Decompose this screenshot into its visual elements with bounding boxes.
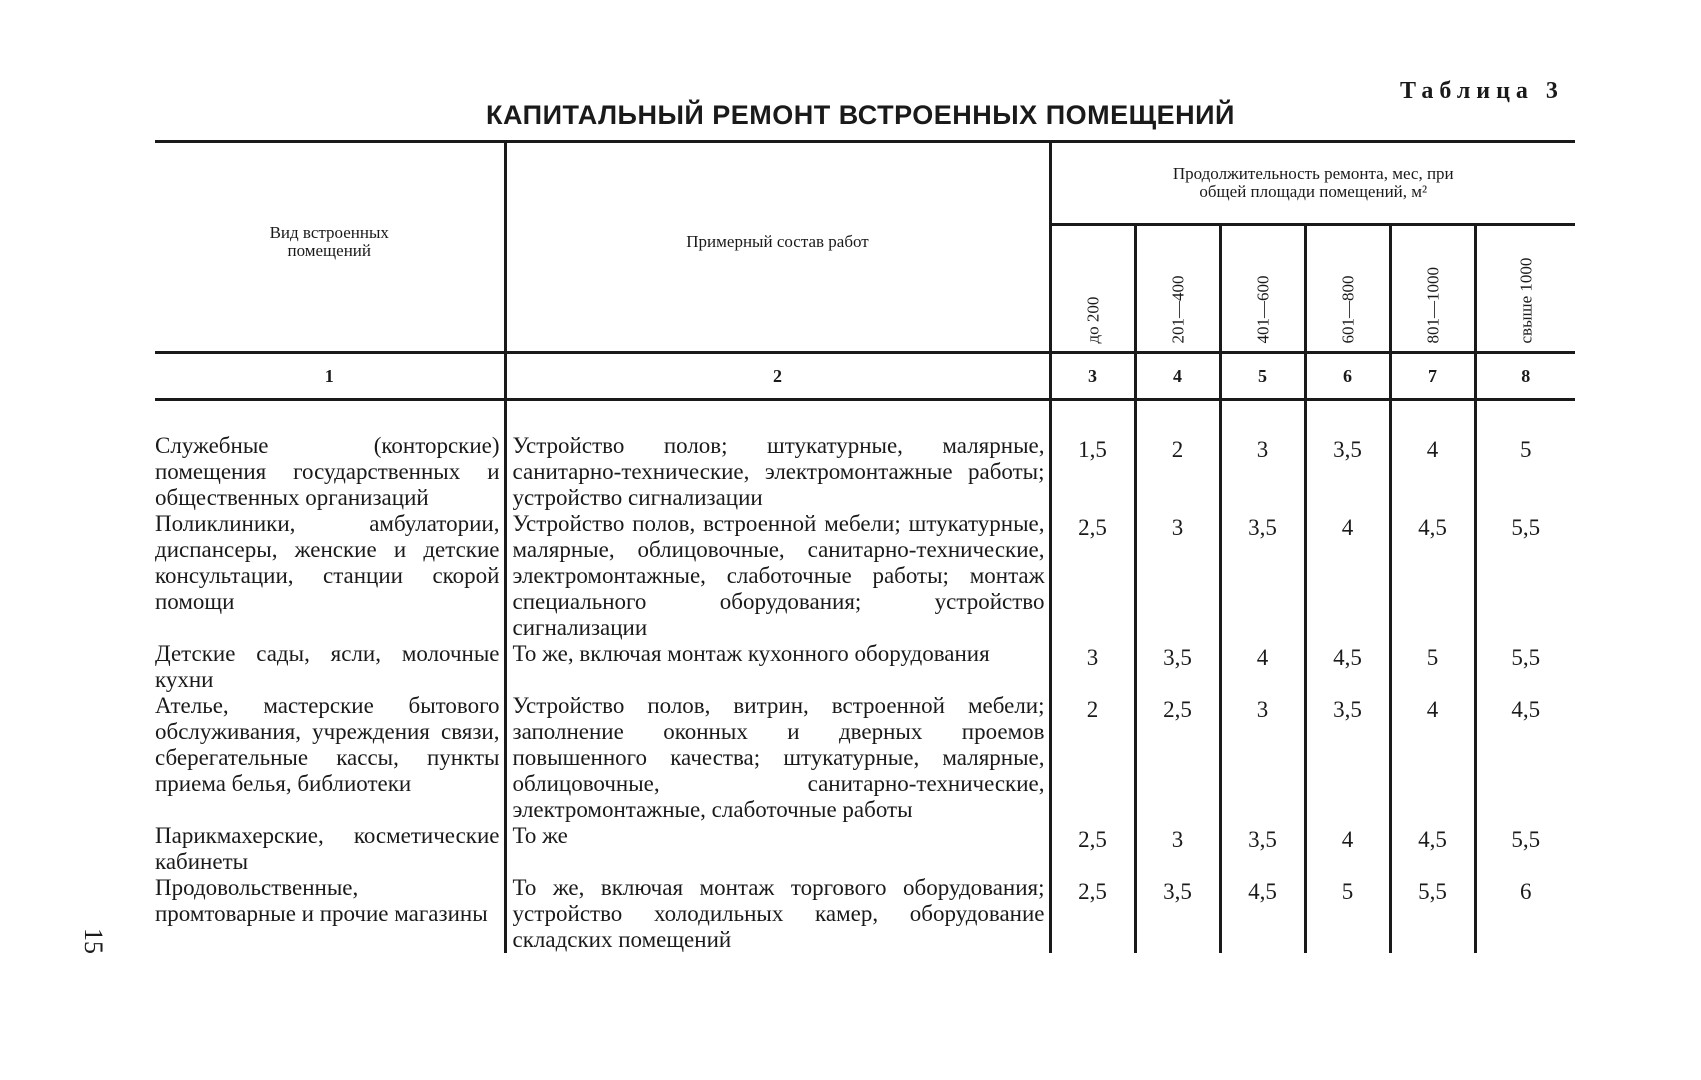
column-number: 6 [1305,353,1390,400]
duration-value: 3,5 [1305,693,1390,823]
column-numbers-row [155,353,1575,400]
table-row [155,433,1575,511]
header-range-3: 401—600 [1220,225,1305,353]
duration-value: 4 [1220,641,1305,693]
duration-value: 2,5 [1135,693,1220,823]
duration-value: 4 [1390,433,1475,511]
header-duration: Продолжительность ремонта, мес, при общей площади помещений, м² [1050,142,1575,225]
duration-value: 2 [1135,433,1220,511]
duration-value: 2 [1050,693,1135,823]
duration-value: 4 [1305,511,1390,641]
column-number: 4 [1135,353,1220,400]
duration-value: 3,5 [1220,511,1305,641]
work-scope: То же, включая монтаж торгового оборудования; устройство холодильных камер, оборудование складских помещений [505,875,1050,953]
page-title: КАПИТАЛЬНЫЙ РЕМОНТ ВСТРОЕННЫХ ПОМЕЩЕНИЙ [486,100,1235,130]
duration-value: 2,5 [1050,875,1135,953]
duration-value: 5,5 [1390,875,1475,953]
work-scope: То же [505,823,1050,875]
duration-value: 5 [1520,437,1532,462]
duration-value: 4,5 [1305,641,1390,693]
page-number: 15 [79,928,108,954]
header-range-6: свыше 1000 [1516,257,1536,344]
duration-value: 4 [1305,823,1390,875]
building-type: Продовольственные, промтоварные и прочие магазины [155,875,505,953]
duration-value: 1,5 [1050,433,1135,511]
duration-value: 4,5 [1390,823,1475,875]
duration-value: 2,5 [1050,511,1135,641]
repair-duration-table [155,140,1575,953]
duration-value: 5,5 [1511,515,1541,540]
duration-value: 5,5 [1511,645,1541,670]
duration-value: 4,5 [1390,511,1475,641]
header-range-1: до 200 [1050,225,1135,353]
duration-value: 5,5 [1511,827,1541,852]
table-row [155,693,1575,823]
duration-value: 2,5 [1050,823,1135,875]
duration-value: 3 [1050,641,1135,693]
building-type: Ателье, мастерские бытового обслуживания, учреждения связи, сберегательные кассы, пункты приема белья, библиотеки [155,693,505,823]
column-number: 5 [1220,353,1305,400]
table-row [155,511,1575,641]
duration-value: 3 [1135,511,1220,641]
duration-value: 5 [1390,641,1475,693]
duration-value: 4,5 [1220,875,1305,953]
column-number: 2 [505,353,1050,400]
duration-value: 3 [1220,433,1305,511]
duration-value: 4,5 [1511,697,1541,722]
building-type: Парикмахерские, косметические кабинеты [155,823,505,875]
duration-value: 3,5 [1135,875,1220,953]
duration-value: 4 [1390,693,1475,823]
duration-value: 5 [1305,875,1390,953]
column-number: 8 [1475,353,1575,400]
table-label: Таблица 3 [1400,78,1564,104]
duration-value: 3,5 [1220,823,1305,875]
table-row [155,641,1575,693]
header-building-type: Вид встроенных помещений [155,142,505,353]
table-row [155,823,1575,875]
building-type: Служебные (конторские) помещения государственных и общественных организаций [155,433,505,511]
duration-value: 3,5 [1305,433,1390,511]
header-range-5: 801—1000 [1390,225,1475,353]
work-scope: То же, включая монтаж кухонного оборудования [505,641,1050,693]
building-type: Детские сады, ясли, молочные кухни [155,641,505,693]
header-work-scope: Примерный состав работ [505,142,1050,353]
duration-value: 6 [1520,879,1532,904]
duration-value: 3 [1220,693,1305,823]
work-scope: Устройство полов, встроенной мебели; штукатурные, малярные, облицовочные, санитарно-технические, электромонтажные, слаботочные работы; монтаж специального оборудования; устройство сигнализации [505,511,1050,641]
duration-value: 3 [1135,823,1220,875]
building-type: Поликлиники, амбулатории, диспансеры, женские и детские консультации, станции скорой помощи [155,511,505,641]
header-range-4: 601—800 [1305,225,1390,353]
header-range-2: 201—400 [1135,225,1220,353]
work-scope: Устройство полов, витрин, встроенной мебели; заполнение оконных и дверных проемов повышенного качества; штукатурные, малярные, облицовочные, санитарно-технические, электромонтажные, слаботочные работы [505,693,1050,823]
column-number: 1 [155,353,505,400]
column-number: 7 [1390,353,1475,400]
table-row [155,875,1575,953]
column-number: 3 [1050,353,1135,400]
work-scope: Устройство полов; штукатурные, малярные, санитарно-технические, электромонтажные работы; устройство сигнализации [505,433,1050,511]
duration-value: 3,5 [1135,641,1220,693]
